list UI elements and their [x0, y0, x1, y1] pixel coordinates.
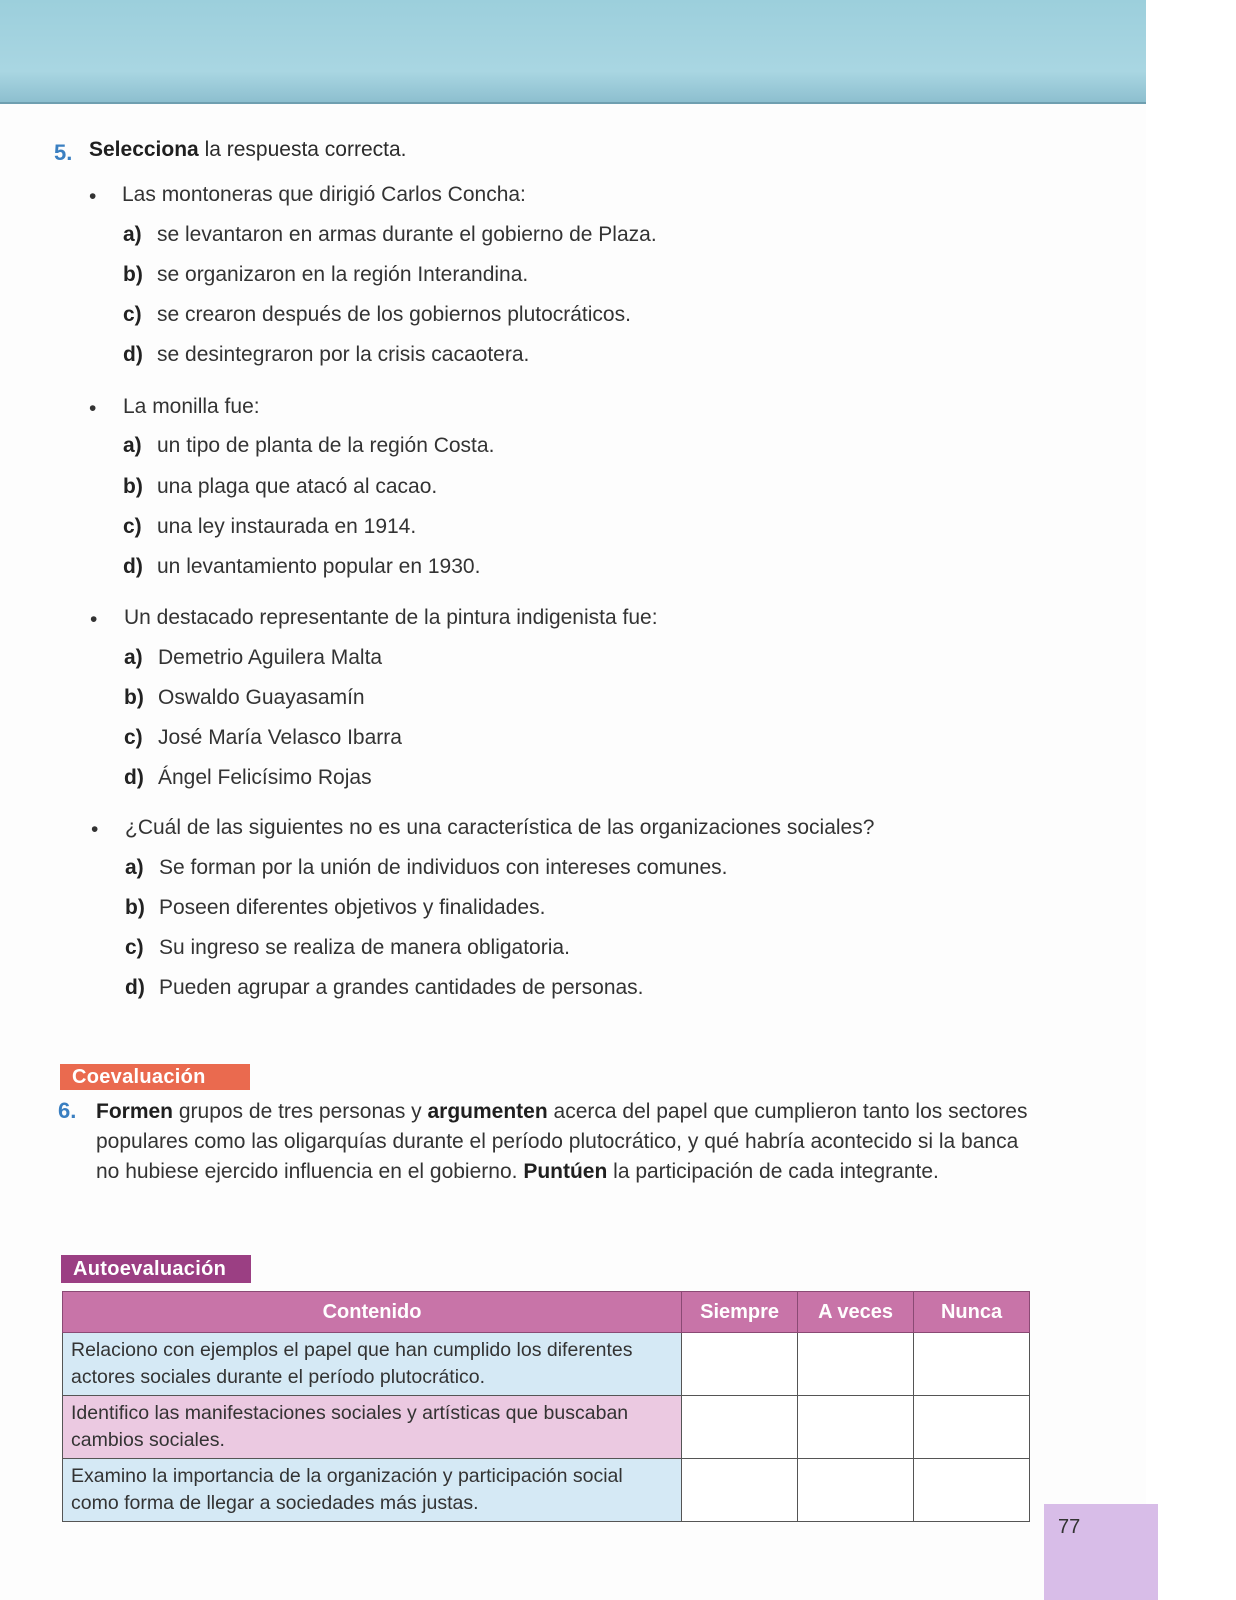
row-1-a-veces-cell[interactable] — [798, 1333, 914, 1396]
row-1-nunca-cell[interactable] — [914, 1333, 1030, 1396]
row-3-a-veces-cell[interactable] — [798, 1459, 914, 1522]
item-3-option-c[interactable]: c) José María Velasco Ibarra — [124, 726, 402, 749]
question-5-prompt — [89, 138, 407, 162]
row-2-nunca-cell[interactable] — [914, 1396, 1030, 1459]
header-siempre: Siempre — [682, 1292, 798, 1333]
table-row — [63, 1396, 1030, 1459]
row-2-siempre-cell[interactable] — [682, 1396, 798, 1459]
row-1-siempre-cell[interactable] — [682, 1333, 798, 1396]
item-2-option-d[interactable]: d) un levantamiento popular en 1930. — [123, 555, 481, 578]
question-5-verb: Selecciona — [89, 138, 199, 161]
coevaluacion-tag: Coevaluación — [60, 1064, 250, 1090]
question-6-text: Formen grupos de tres personas y argumenten acerca del papel que cumplieron tanto los sectores populares como las oligarquías durante el período plutocrático, y qué habría acontecido si la banca no hubiese ejercido influencia en el gobierno. Puntúen la participación de cada integrante. — [96, 1100, 1028, 1183]
row-2-text: Identifico las manifestaciones sociales y artísticas que buscaban cambios sociales. — [63, 1396, 682, 1459]
item-2-option-a[interactable]: a) un tipo de planta de la región Costa. — [123, 434, 495, 457]
item-2-stem: La monilla fue: — [123, 395, 260, 418]
item-1-option-a[interactable]: a) se levantaron en armas durante el gobierno de Plaza. — [123, 223, 657, 246]
table-header-row — [63, 1292, 1030, 1333]
question-5-rest: la respuesta correcta. — [198, 138, 407, 161]
bullet-4: • — [91, 818, 99, 841]
bullet-1: • — [89, 185, 97, 208]
item-4-option-c[interactable]: c) Su ingreso se realiza de manera obligatoria. — [125, 936, 570, 959]
autoevaluacion-tag: Autoevaluación — [61, 1255, 251, 1283]
row-3-nunca-cell[interactable] — [914, 1459, 1030, 1522]
item-4-option-b[interactable]: b) Poseen diferentes objetivos y finalidades. — [125, 896, 546, 919]
item-3-option-b[interactable]: b) Oswaldo Guayasamín — [124, 686, 365, 709]
autoevaluacion-table — [62, 1291, 1030, 1522]
header-nunca: Nunca — [914, 1292, 1030, 1333]
header-band — [0, 0, 1146, 104]
item-3-option-d[interactable]: d) Ángel Felicísimo Rojas — [124, 766, 372, 789]
item-4-stem: ¿Cuál de las siguientes no es una característica de las organizaciones sociales? — [125, 816, 875, 839]
row-3-siempre-cell[interactable] — [682, 1459, 798, 1522]
table-row — [63, 1459, 1030, 1522]
bullet-3: • — [90, 608, 98, 631]
item-1-stem: Las montoneras que dirigió Carlos Concha: — [122, 183, 526, 206]
bullet-2: • — [89, 397, 97, 420]
item-2-option-b[interactable]: b) una plaga que atacó al cacao. — [123, 475, 438, 498]
page-margin — [1146, 0, 1236, 1600]
table-row — [63, 1333, 1030, 1396]
header-a-veces: A veces — [798, 1292, 914, 1333]
question-5-number: 5. — [54, 140, 73, 165]
row-3-text: Examino la importancia de la organización y participación social como forma de llegar a sociedades más justas. — [63, 1459, 682, 1522]
item-4-option-a[interactable]: a) Se forman por la unión de individuos con intereses comunes. — [125, 856, 728, 879]
item-3-option-a[interactable]: a) Demetrio Aguilera Malta — [124, 646, 383, 669]
row-1-text: Relaciono con ejemplos el papel que han cumplido los diferentes actores sociales durante el período plutocrático. — [63, 1333, 682, 1396]
item-1-option-c[interactable]: c) se crearon después de los gobiernos plutocráticos. — [123, 303, 631, 326]
page-number: 77 — [1058, 1516, 1081, 1538]
item-1-option-b[interactable]: b) se organizaron en la región Interandina. — [123, 263, 529, 286]
item-3-stem: Un destacado representante de la pintura indigenista fue: — [124, 606, 658, 629]
item-4-option-d[interactable]: d) Pueden agrupar a grandes cantidades de personas. — [125, 976, 644, 999]
item-1-option-d[interactable]: d) se desintegraron por la crisis cacaotera. — [123, 343, 530, 366]
question-6-number: 6. — [58, 1098, 77, 1123]
header-contenido: Contenido — [63, 1292, 682, 1333]
item-2-option-c[interactable]: c) una ley instaurada en 1914. — [123, 515, 417, 538]
row-2-a-veces-cell[interactable] — [798, 1396, 914, 1459]
